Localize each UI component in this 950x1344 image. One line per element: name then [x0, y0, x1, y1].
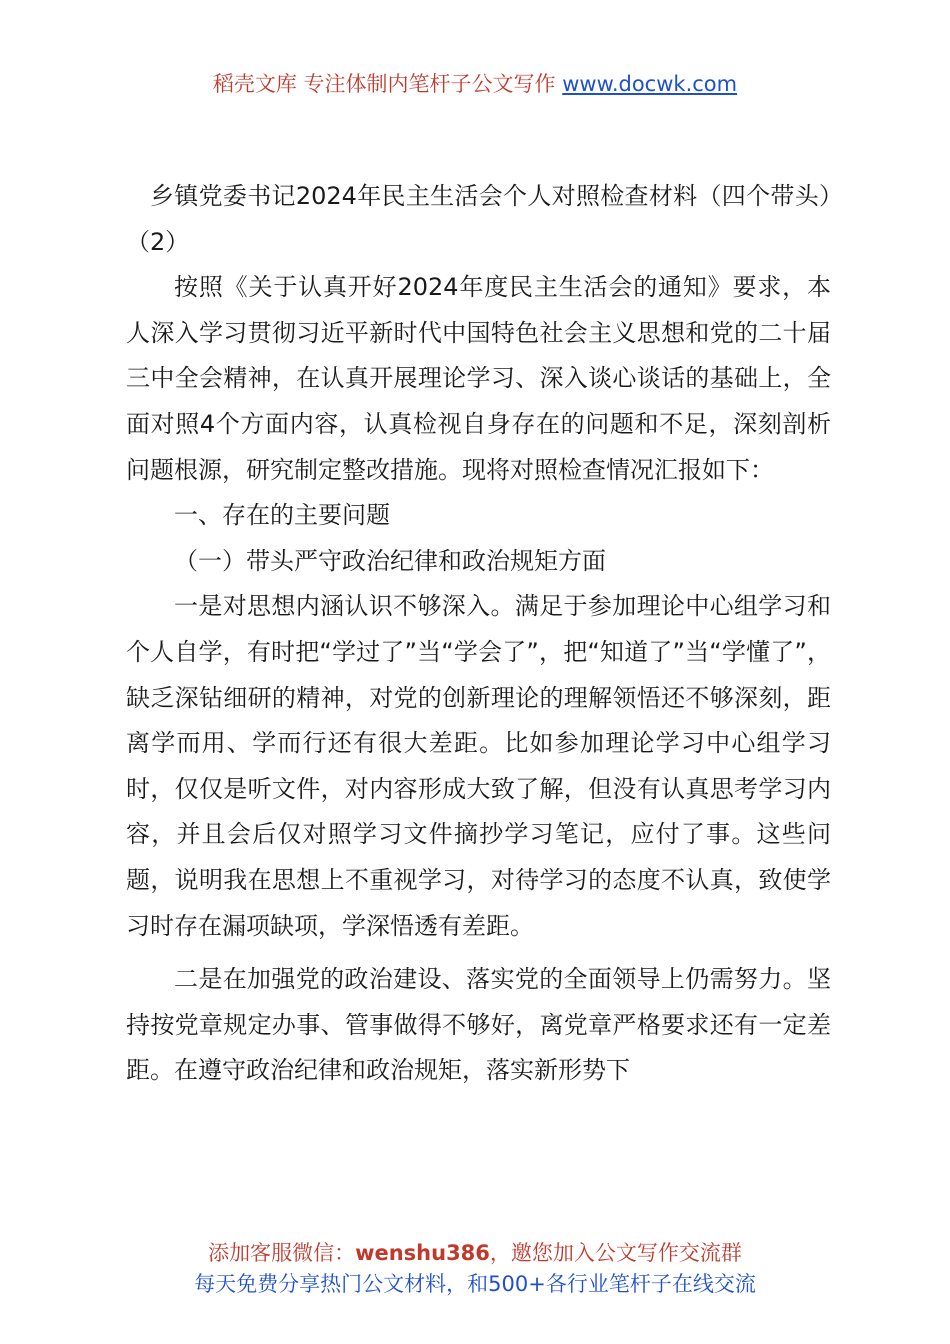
watermark-header — [0, 70, 950, 98]
footer-line-1 — [0, 1238, 950, 1269]
footer-wechat-id: wenshu386 — [355, 1241, 490, 1265]
paragraph-point-one: 一是对思想内涵认识不够深入。满足于参加理论中心组学习和个人自学，有时把“学过了”当“学会了”，把“知道了”当“学懂了”，缺乏深钻细研的精神，对党的创新理论的理解领悟还不够深刻，距离学而用、学而行还有很大差距。比如参加理论学习中心组学习时，仅仅是听文件，对内容形成大致了解，但没有认真思考学习内容，并且会后仅对照学习文件摘抄学习笔记，应付了事。这些问题，说明我在思想上不重视学习，对待学习的态度不认真，致使学习时存在漏项缺项，学深悟透有差距。 — [126, 592, 831, 940]
paragraph-point-two: 二是在加强党的政治建设、落实党的全面领导上仍需努力。坚持按党章规定办事、管事做得不够好，离党章严格要求还有一定差距。在遵守政治纪律和政治规矩，落实新形势下 — [126, 965, 831, 1085]
footer-suffix: ，邀您加入公文写作交流群 — [489, 1241, 742, 1265]
paragraph-intro: 按照《关于认真开好2024年度民主生活会的通知》要求，本人深入学习贯彻习近平新时代中国特色社会主义思想和党的二十届三中全会精神，在认真开展理论学习、深入谈心谈话的基础上，全面对照4个方面内容，认真检视自身存在的问题和不足，深刻剖析问题根源，研究制定整改措施。现将对照检查情况汇报如下： — [126, 273, 831, 484]
section-heading: 一、存在的主要问题 — [174, 501, 390, 530]
header-link[interactable]: www.docwk.com — [562, 72, 738, 96]
footer-prefix: 添加客服微信： — [208, 1241, 356, 1265]
document-body — [126, 174, 831, 1094]
footer-line-2: 每天免费分享热门公文材料，和500+各行业笔杆子在线交流 — [194, 1272, 756, 1296]
header-text: 稻壳文库 专注体制内笔杆子公文写作 — [212, 72, 563, 96]
document-title: 乡镇党委书记2024年民主生活会个人对照检查材料（四个带头）（2） — [126, 182, 831, 256]
subsection-heading: （一）带头严守政治纪律和政治规矩方面 — [174, 546, 606, 575]
watermark-footer — [0, 1238, 950, 1300]
